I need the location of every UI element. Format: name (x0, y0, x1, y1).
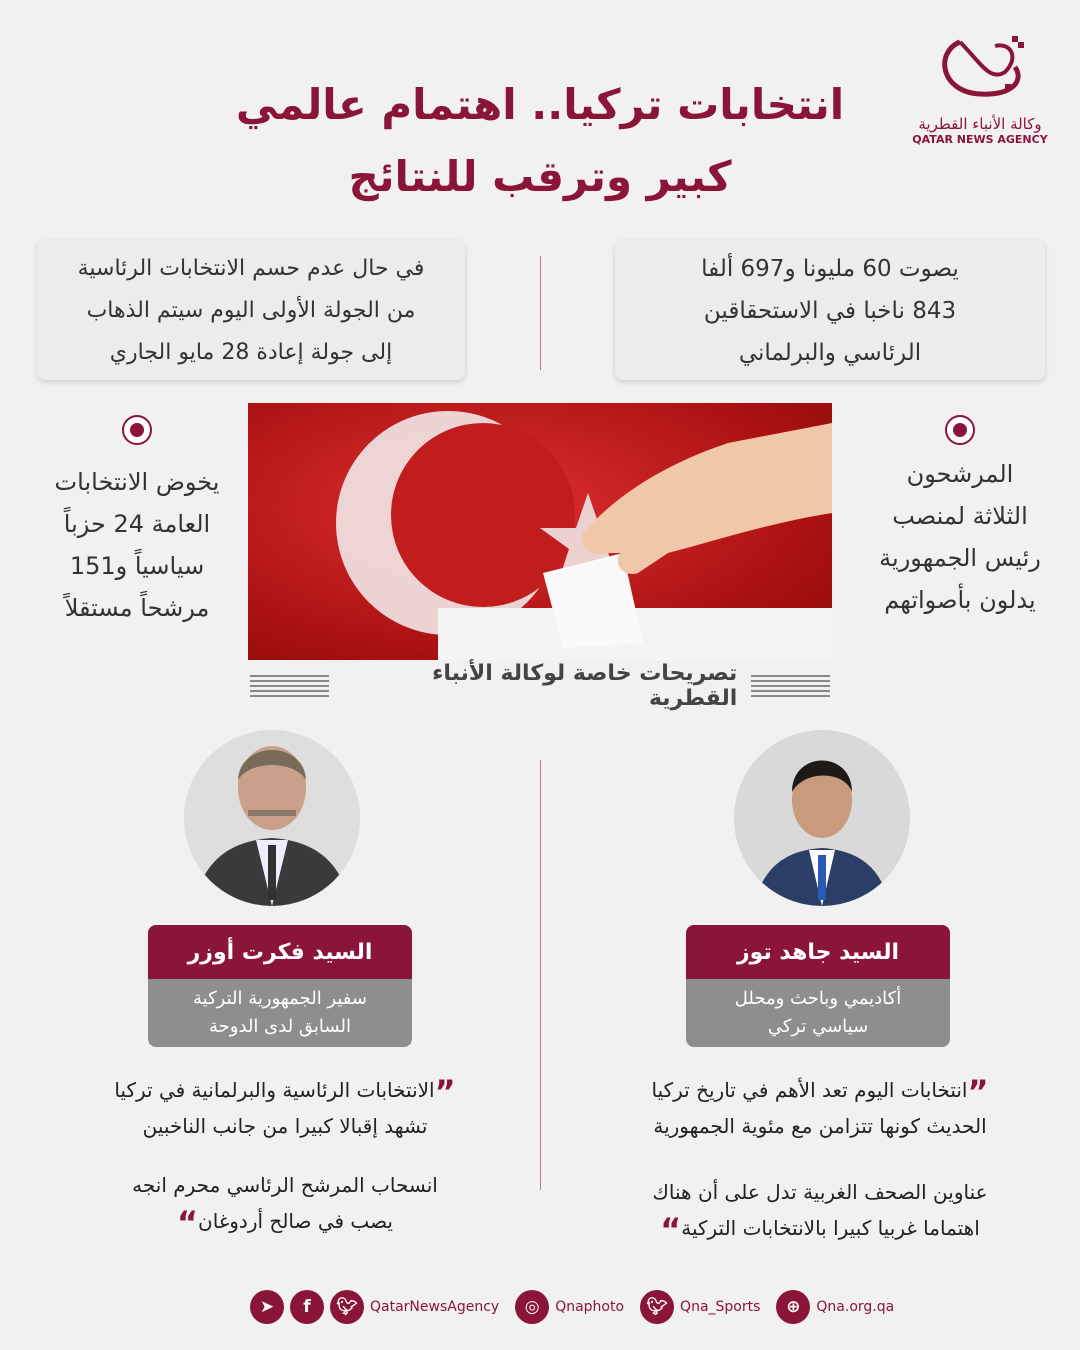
quote-line: انتخابات اليوم تعد الأهم في تاريخ تركيا (651, 1078, 968, 1102)
decor-stripes (250, 675, 329, 697)
section-heading (250, 661, 830, 711)
social-handle[interactable]: Qna_Sports (680, 1299, 761, 1315)
fact-line: العامة 24 حزباً (63, 510, 211, 538)
fact-line: إلى جولة إعادة 28 مايو الجاري (109, 340, 393, 365)
bullet-icon (122, 415, 152, 445)
portrait-cahit-tuz (734, 730, 910, 906)
fact-line: في حال عدم حسم الانتخابات الرئاسية (77, 256, 425, 281)
social-handle[interactable]: Qnaphoto (555, 1299, 625, 1315)
fact-line: يصوت 60 مليونا و697 ألفا (701, 256, 959, 282)
quote-line: انسحاب المرشح الرئاسي محرم انجه (132, 1173, 438, 1197)
quote-line: الانتخابات الرئاسية والبرلمانية في تركيا (114, 1078, 435, 1102)
speaker-role (148, 979, 412, 1047)
quote-line: عناوين الصحف الغربية تدل على أن هناك (652, 1180, 988, 1204)
quote-line: اهتماما غربيا كبيرا بالانتخابات التركية (681, 1216, 980, 1240)
speaker-role (686, 979, 950, 1047)
turkish-flag-ballot-illustration (248, 403, 832, 660)
runoff-fact-box (37, 240, 465, 380)
divider (540, 760, 541, 1190)
speaker-name: السيد فكرت أوزر (148, 925, 412, 979)
fact-line: الرئاسي والبرلماني (738, 340, 922, 366)
voters-fact-box (615, 240, 1045, 380)
fact-line: من الجولة الأولى اليوم سيتم الذهاب (86, 298, 416, 323)
footer-social (250, 1290, 894, 1324)
quote (65, 1167, 505, 1242)
logo-mark-icon (930, 32, 1030, 107)
parties-fact (22, 461, 252, 629)
fact-line: يخوض الانتخابات (54, 468, 220, 496)
website-link[interactable]: Qna.org.qa (816, 1299, 895, 1315)
facebook-icon[interactable]: f (290, 1290, 324, 1324)
fact-line: الثلاثة لمنصب (892, 502, 1028, 530)
fact-line: مرشحاً مستقلاً (64, 594, 210, 622)
candidates-fact (845, 453, 1075, 621)
role-line: سفير الجمهورية التركية (193, 988, 367, 1009)
qna-logo (905, 32, 1055, 157)
logo-english: QATAR NEWS AGENCY (912, 133, 1048, 146)
quote-mark-icon: ” (967, 1073, 989, 1111)
fact-line: المرشحون (906, 460, 1014, 488)
fact-line: يدلون بأصواتهم (884, 586, 1036, 614)
twitter-icon[interactable]: 🐦︎ (640, 1290, 674, 1324)
title-line-2: كبير وترقب للنتائج (348, 152, 732, 201)
role-line: السابق لدى الدوحة (209, 1016, 351, 1037)
social-handle[interactable]: QatarNewsAgency (370, 1299, 500, 1315)
quote-mark-icon: ” (434, 1073, 456, 1111)
quote-mark-icon: “ (177, 1204, 199, 1242)
twitter-icon[interactable]: 🐦︎ (330, 1290, 364, 1324)
quote (65, 1072, 505, 1144)
role-line: أكاديمي وباحث ومحلل (734, 988, 902, 1009)
fact-line: رئيس الجمهورية (879, 544, 1041, 572)
portrait-fikret-ozer (184, 730, 360, 906)
quote-line: يصب في صالح أردوغان (198, 1209, 393, 1233)
logo-arabic: وكالة الأنباء القطرية (918, 115, 1042, 133)
quote (600, 1174, 1040, 1249)
bullet-icon (945, 415, 975, 445)
speaker-name: السيد جاهد توز (686, 925, 950, 979)
fact-line: 843 ناخبا في الاستحقاقين (703, 298, 957, 324)
globe-icon[interactable]: ⊕ (776, 1290, 810, 1324)
title-line-1: انتخابات تركيا.. اهتمام عالمي (235, 80, 845, 129)
role-line: سياسي تركي (767, 1016, 869, 1037)
section-title: تصريحات خاصة لوكالة الأنباء القطرية (432, 661, 738, 711)
ballot-flag-photo (248, 403, 832, 660)
quote (600, 1072, 1040, 1144)
quote-line: تشهد إقبالا كبيرا من جانب الناخبين (142, 1114, 428, 1138)
divider (540, 256, 541, 370)
decor-stripes (751, 675, 830, 697)
instagram-icon[interactable]: ◎ (515, 1290, 549, 1324)
quote-mark-icon: “ (660, 1211, 682, 1249)
fact-line: سياسياً و151 (69, 552, 205, 580)
quote-line: الحديث كونها تتزامن مع مئوية الجمهورية (653, 1114, 987, 1138)
telegram-icon[interactable]: ➤ (250, 1290, 284, 1324)
